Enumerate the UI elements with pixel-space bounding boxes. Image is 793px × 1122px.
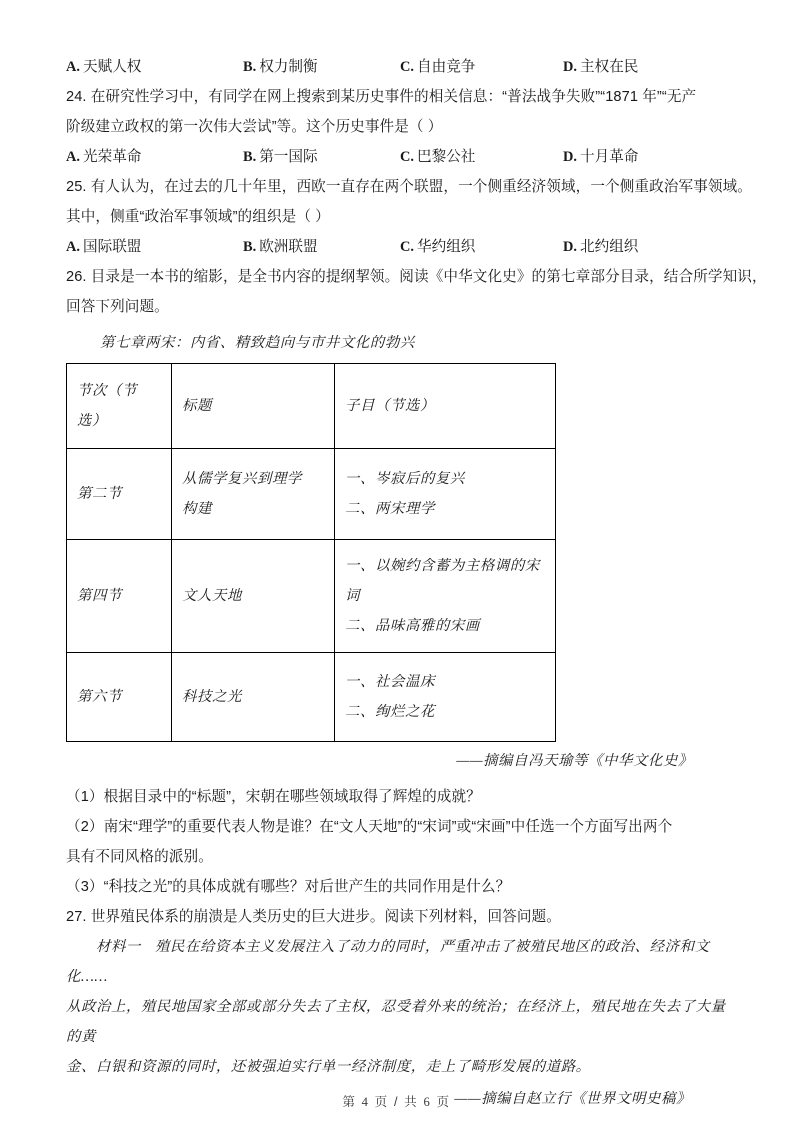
option-letter: A. [66, 239, 80, 255]
q26-stem-line-2: 回答下列问题。 [66, 299, 169, 315]
q23-option-c [400, 52, 475, 82]
cell-subitems [335, 449, 556, 540]
q24-option-b [243, 142, 318, 172]
option-text: 主权在民 [580, 59, 639, 75]
option-letter: D. [563, 59, 577, 75]
option-text: 天赋人权 [83, 59, 142, 75]
option-letter: C. [400, 149, 414, 165]
cell-title [172, 449, 335, 540]
option-letter: A. [66, 59, 80, 75]
option-text: 自由竞争 [417, 59, 476, 75]
option-letter: B. [243, 239, 257, 255]
cell-title [172, 653, 335, 742]
material-line-1: 殖民在给资本主义发展注入了动力的同时，严重冲击了被殖民地区的政治、经济和文化…… [66, 939, 710, 985]
cell-subitem-line-2: 二、品味高雅的宋画 [345, 618, 480, 634]
cell-title-line-1: 文人天地 [182, 588, 242, 604]
cell-subitem-line-2: 二、绚烂之花 [345, 704, 435, 720]
header-section-line-1: 节次（节 [77, 383, 137, 399]
q25-stem-line-1: 25. 有人认为，在过去的几十年里，西欧一直存在两个联盟，一个侧重经济领域，一个侧重政治军事领域。 [66, 179, 752, 195]
q24-options-row [66, 142, 739, 172]
cell-subitem-line-1: 一、以婉约含蓄为主格调的宋词 [345, 558, 540, 604]
footer-suffix: 页 [436, 1095, 451, 1109]
q24-option-a [66, 142, 141, 172]
q23-option-d [563, 52, 638, 82]
header-cell-section [67, 364, 172, 449]
option-letter: C. [400, 239, 414, 255]
cell-subitem-line-2: 二、两宋理学 [345, 501, 435, 517]
q25-options-row [66, 232, 739, 262]
cell-subitem-line-1: 一、社会温床 [345, 674, 435, 690]
q27-stem: 27. 世界殖民体系的崩溃是人类历史的巨大进步。阅读下列材料，回答问题。 [66, 909, 561, 925]
q24-stem-line-1: 24. 在研究性学习中，有同学在网上搜索到某历史事件的相关信息：“普法战争失败”“1871 年”“无产 [66, 89, 697, 105]
table-header-row [67, 364, 556, 449]
q25-option-b [243, 232, 318, 262]
q24-option-c [400, 142, 475, 172]
table-row [67, 653, 556, 742]
table-row [67, 540, 556, 653]
cell-title [172, 540, 335, 653]
option-text: 光荣革命 [83, 149, 142, 165]
q23-option-b [243, 52, 318, 82]
q26-source-citation: ——摘编自冯天瑜等《中华文化史》 [456, 753, 693, 769]
q24-option-d [563, 142, 638, 172]
option-letter: D. [563, 149, 577, 165]
table-row [67, 449, 556, 540]
option-text: 第一国际 [259, 149, 318, 165]
option-letter: B. [243, 59, 257, 75]
option-letter: C. [400, 59, 414, 75]
header-section-line-2: 选） [77, 413, 107, 429]
cell-section: 第六节 [67, 653, 172, 742]
q27-material-one [66, 932, 739, 992]
page-footer [0, 1091, 793, 1110]
footer-current-page: 4 [361, 1095, 370, 1109]
option-letter: B. [243, 149, 257, 165]
header-cell-subitems: 子目（节选） [335, 364, 556, 449]
q24-stem-line-2: 阶级建立政权的第一次伟大尝试”等。这个历史事件是（ ） [66, 119, 443, 135]
option-text: 十月革命 [580, 149, 639, 165]
option-letter: D. [563, 239, 577, 255]
option-text: 权力制衡 [259, 59, 318, 75]
cell-section: 第四节 [67, 540, 172, 653]
material-label: 材料一 [96, 939, 141, 955]
q25-option-d [563, 232, 638, 262]
cell-subitems [335, 653, 556, 742]
q27-material-line-2: 从政治上，殖民地国家全部或部分失去了主权，忍受着外来的统治；在经济上，殖民地在失去了大量的黄 [66, 999, 726, 1045]
footer-total-pages: 6 [423, 1095, 432, 1109]
q27-material-line-3: 金、白银和资源的同时，还被强迫实行单一经济制度，走上了畸形发展的道路。 [66, 1059, 591, 1075]
option-text: 北约组织 [580, 239, 639, 255]
q26-sub-question-2-line-2: 具有不同风格的派别。 [66, 849, 213, 865]
cell-title-line-2: 构建 [182, 501, 212, 517]
cell-subitem-line-1: 一、岑寂后的复兴 [345, 471, 465, 487]
q23-option-a [66, 52, 141, 82]
q26-sub-question-1: （1）根据目录中的“标题”，宋朝在哪些领域取得了辉煌的成就？ [66, 789, 481, 805]
cell-subitems [335, 540, 556, 653]
cell-title-line-1: 从儒学复兴到理学 [182, 471, 302, 487]
q27-source-citation: ——摘编自赵立行《世界文明史稿》 [454, 1091, 691, 1107]
q25-option-a [66, 232, 141, 262]
option-text: 巴黎公社 [417, 149, 476, 165]
q25-option-c [400, 232, 475, 262]
option-text: 欧洲联盟 [259, 239, 318, 255]
header-cell-title: 标题 [172, 364, 335, 449]
chapter-title: 第七章两宋：内省、精致趋向与市井文化的勃兴 [100, 335, 415, 351]
q25-stem-line-2: 其中，侧重“政治军事领域”的组织是（ ） [66, 209, 330, 225]
q26-stem-line-1: 26. 目录是一本书的缩影，是全书内容的提纲挈领。阅读《中华文化史》的第七章部分目录，结合所学知识， [66, 269, 767, 285]
cell-title-line-1: 科技之光 [182, 689, 242, 705]
q26-sub-question-3: （3）“科技之光”的具体成就有哪些？对后世产生的共同作用是什么？ [66, 879, 511, 895]
q23-options-row [66, 52, 739, 82]
option-letter: A. [66, 149, 80, 165]
q26-sub-question-2-line-1: （2）南宋“理学”的重要代表人物是谁？在“文人天地”的“宋词”或“宋画”中任选一个方面写出两个 [66, 819, 673, 835]
cell-section: 第二节 [67, 449, 172, 540]
footer-middle: 页 / 共 [374, 1095, 419, 1109]
option-text: 华约组织 [417, 239, 476, 255]
footer-prefix: 第 [342, 1095, 357, 1109]
toc-table [66, 363, 556, 742]
option-text: 国际联盟 [83, 239, 142, 255]
